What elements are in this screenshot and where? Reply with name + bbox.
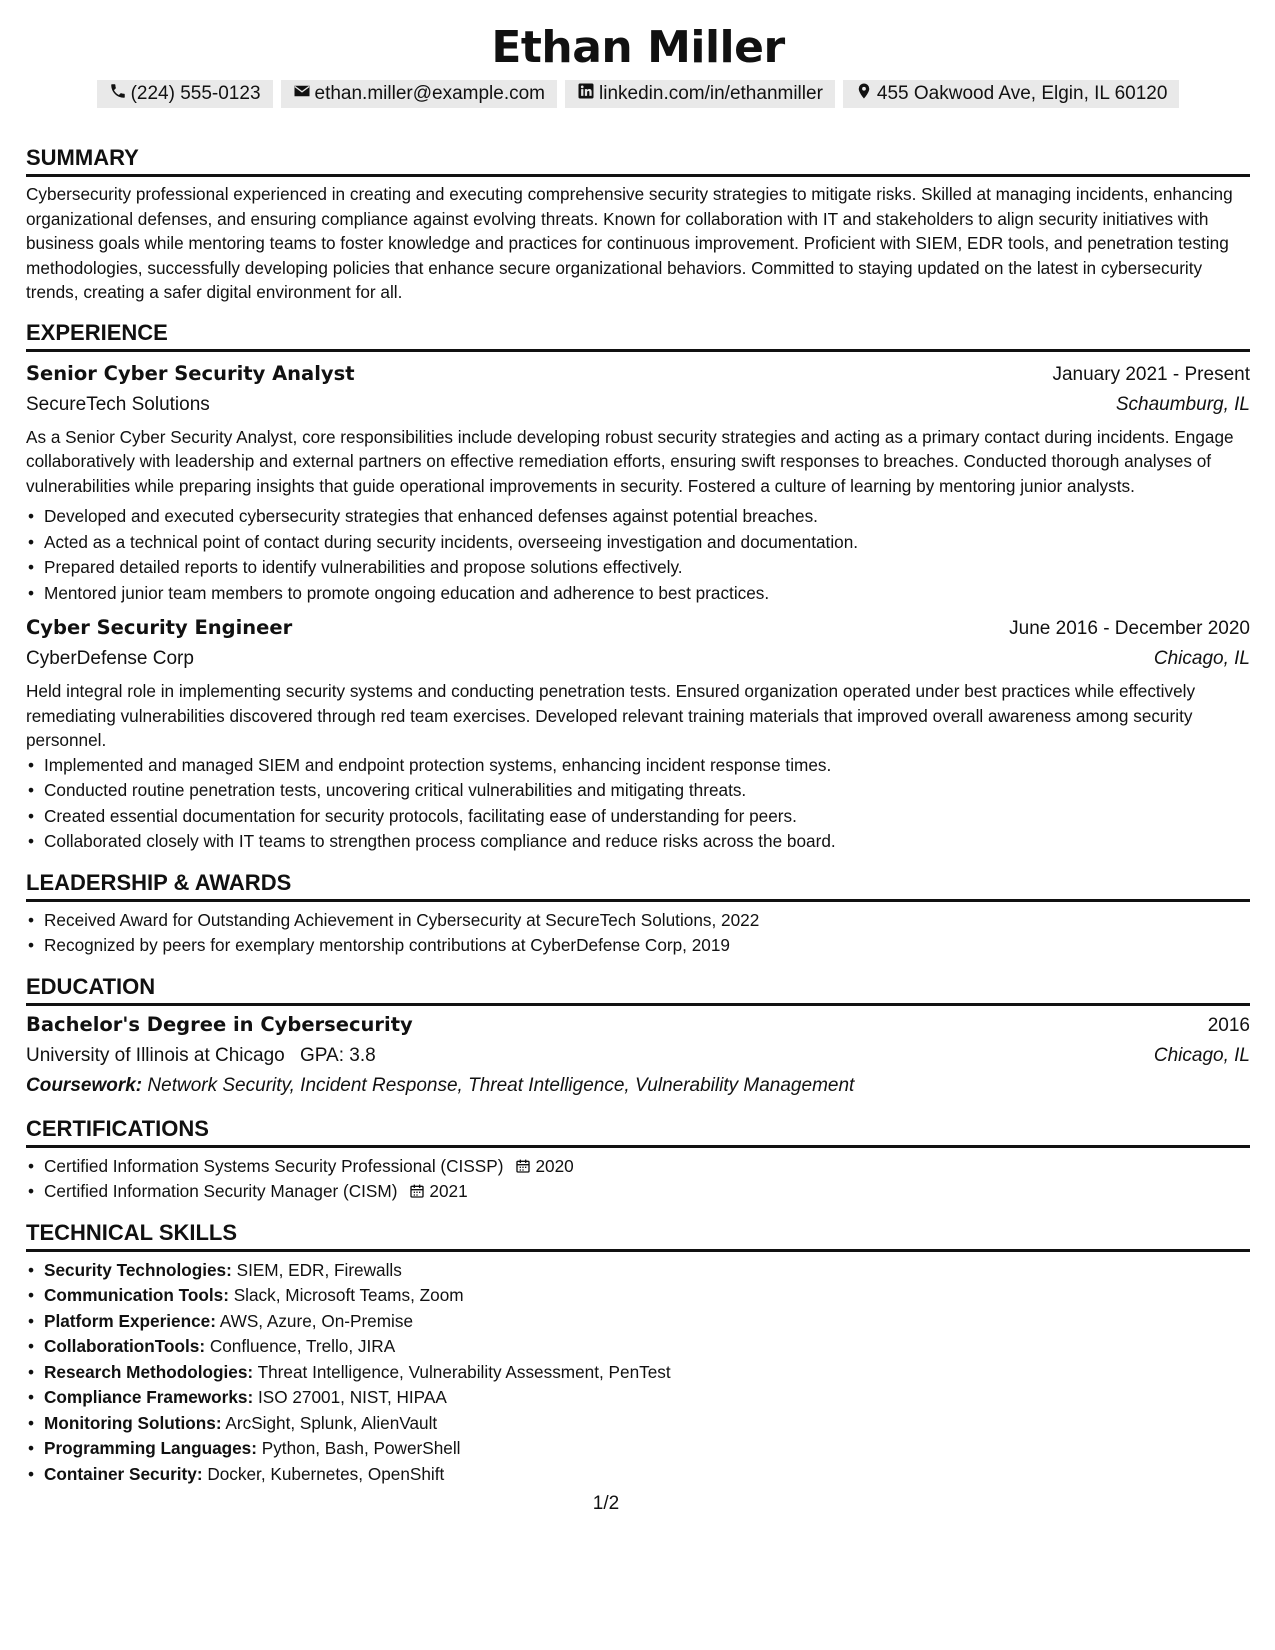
list-item xyxy=(26,1179,1250,1205)
certification-year: 2021 xyxy=(429,1181,468,1201)
calendar-icon xyxy=(397,1181,429,1201)
certifications-list xyxy=(26,1154,1250,1205)
list-item xyxy=(26,1436,1250,1462)
skill-label: Research Methodologies: xyxy=(44,1361,254,1382)
list-item xyxy=(26,1411,1250,1437)
job-description: Held integral role in implementing security systems and conducting penetration tests. Ensured organization operated under best practices while effectively remediating vulnerabilities discovered through red team exercises. Developed relevant training materials that improved overall awareness among security personnel. xyxy=(26,681,1196,750)
certification-name: Certified Information Systems Security Professional (CISSP) xyxy=(44,1155,504,1176)
list-item xyxy=(26,1360,1250,1386)
calendar-icon xyxy=(503,1156,535,1176)
list-item: • Recognized by peers for exemplary mentorship contributions at CyberDefense Corp, 2019 xyxy=(26,933,1250,959)
experience-section xyxy=(26,319,1250,855)
list-item xyxy=(26,1334,1250,1360)
section-heading: EDUCATION xyxy=(26,973,1250,1006)
education-section xyxy=(26,973,1250,1101)
skills-section xyxy=(26,1219,1250,1488)
coursework-list: Network Security, Incident Response, Threat Intelligence, Vulnerability Management xyxy=(147,1074,855,1096)
job-dates: January 2021 - Present xyxy=(1052,363,1250,385)
list-item xyxy=(26,1258,1250,1284)
list-item xyxy=(26,1309,1250,1335)
job-entry xyxy=(26,613,1250,855)
phone-icon xyxy=(109,82,127,106)
contact-bar xyxy=(26,80,1250,108)
skill-label: CollaborationTools: xyxy=(44,1336,206,1356)
list-item: • Developed and executed cybersecurity strategies that enhanced defenses against potential breaches. xyxy=(26,504,1250,530)
section-heading: CERTIFICATIONS xyxy=(26,1115,1250,1148)
school-name: University of Illinois at Chicago xyxy=(26,1044,285,1066)
section-heading: SUMMARY xyxy=(26,144,1250,177)
resume-page xyxy=(26,22,1250,1487)
contact-phone[interactable] xyxy=(97,80,273,108)
graduation-year: 2016 xyxy=(1207,1014,1250,1036)
leadership-section xyxy=(26,869,1250,959)
list-item xyxy=(26,1385,1250,1411)
job-company: CyberDefense Corp xyxy=(26,648,194,669)
map-pin-icon xyxy=(855,82,873,106)
contact-email[interactable] xyxy=(281,80,558,108)
list-item: • Conducted routine penetration tests, uncovering critical vulnerabilities and mitigating threats. xyxy=(26,778,1250,804)
email-text: ethan.miller@example.com xyxy=(314,83,546,104)
list-item: • Acted as a technical point of contact during security incidents, overseeing investigation and documentation. xyxy=(26,530,1250,556)
skill-label: Compliance Frameworks: xyxy=(44,1387,254,1407)
list-item: • Prepared detailed reports to identify vulnerabilities and propose solutions effectively. xyxy=(26,555,1250,581)
skill-label: Container Security: xyxy=(44,1463,203,1484)
skill-value: Python, Bash, PowerShell xyxy=(261,1438,461,1458)
certification-year: 2020 xyxy=(535,1155,574,1176)
address-text: 455 Oakwood Ave, Elgin, IL 60120 xyxy=(876,83,1168,104)
skill-value: Threat Intelligence, Vulnerability Assessment, PenTest xyxy=(257,1361,671,1382)
degree-title: Bachelor's Degree in Cybersecurity xyxy=(26,1012,413,1036)
job-title: Senior Cyber Security Analyst xyxy=(26,361,355,385)
job-company: SecureTech Solutions xyxy=(26,393,210,415)
list-item xyxy=(26,1462,1250,1488)
summary-text: Cybersecurity professional experienced in creating and executing comprehensive security strategies to mitigate risks. Skilled at managing incidents, enhancing organizational defenses, and ensuring compliance against evolving threats. Known for collaboration with IT and stakeholders to align security initiatives with business goals while mentoring teams to foster knowledge and practices for continuous improvement. Proficient with SIEM, EDR tools, and penetration testing methodologies, successfully developing policies that enhance secure organizational behaviors. Committed to staying updated on the latest in cybersecurity trends, creating a safer digital environment for all. xyxy=(26,184,1233,302)
job-location: Chicago, IL xyxy=(1153,648,1250,669)
job-location: Schaumburg, IL xyxy=(1115,393,1250,415)
skill-value: ArcSight, Splunk, AlienVault xyxy=(225,1412,438,1433)
skill-label: Security Technologies: xyxy=(44,1259,232,1280)
list-item: • Implemented and managed SIEM and endpoint protection systems, enhancing incident response times. xyxy=(26,753,1250,779)
list-item: • Mentored junior team members to promote ongoing education and adherence to best practices. xyxy=(26,581,1250,607)
page-number: 1/2 xyxy=(592,1493,620,1514)
skill-label: Programming Languages: xyxy=(44,1438,257,1458)
list-item xyxy=(26,1283,1250,1309)
list-item: • Received Award for Outstanding Achievement in Cybersecurity at SecureTech Solutions, 2022 xyxy=(26,908,1250,934)
list-item: • Collaborated closely with IT teams to strengthen process compliance and reduce risks across the board. xyxy=(26,829,1250,855)
job-bullets xyxy=(26,753,1250,855)
skill-label: Monitoring Solutions: xyxy=(44,1412,222,1433)
skill-label: Platform Experience: xyxy=(44,1310,216,1331)
envelope-icon xyxy=(293,82,311,106)
list-item xyxy=(26,1154,1250,1180)
skill-value: Slack, Microsoft Teams, Zoom xyxy=(233,1285,464,1305)
skill-value: Confluence, Trello, JIRA xyxy=(209,1336,396,1356)
certification-name: Certified Information Security Manager (CISM) xyxy=(44,1181,398,1201)
candidate-name: Ethan Miller xyxy=(491,22,785,73)
skill-value: ISO 27001, NIST, HIPAA xyxy=(257,1387,447,1407)
skill-label: Communication Tools: xyxy=(44,1285,229,1305)
linkedin-text: linkedin.com/in/ethanmiller xyxy=(599,83,823,104)
skill-value: AWS, Azure, On-Premise xyxy=(219,1310,414,1331)
list-item: • Created essential documentation for security protocols, facilitating ease of understanding for peers. xyxy=(26,804,1250,830)
contact-linkedin[interactable] xyxy=(565,80,835,108)
skill-value: SIEM, EDR, Firewalls xyxy=(236,1259,402,1280)
skills-list xyxy=(26,1258,1250,1488)
job-bullets xyxy=(26,504,1250,606)
certifications-section xyxy=(26,1115,1250,1205)
coursework xyxy=(26,1071,1250,1101)
contact-address xyxy=(843,80,1180,108)
job-description: As a Senior Cyber Security Analyst, core responsibilities include developing robust security strategies and acting as a primary contact during incidents. Engage collaboratively with leadership and external partners on effective remediation efforts, ensuring swift responses to breaches. Conducted thorough analyses of vulnerabilities while preparing insights that guide operational improvements in security. Fostered a culture of learning by mentoring junior analysts. xyxy=(26,426,1234,496)
coursework-label: Coursework: xyxy=(26,1074,143,1096)
awards-list xyxy=(26,908,1250,959)
section-heading: EXPERIENCE xyxy=(26,319,1250,352)
job-dates: June 2016 - December 2020 xyxy=(1009,618,1250,639)
job-title: Cyber Security Engineer xyxy=(26,616,293,639)
school-location: Chicago, IL xyxy=(1153,1044,1250,1066)
section-heading: LEADERSHIP & AWARDS xyxy=(26,869,1250,902)
phone-text: (224) 555-0123 xyxy=(130,83,261,104)
summary-section xyxy=(26,144,1250,305)
section-heading: TECHNICAL SKILLS xyxy=(26,1219,1250,1252)
gpa: GPA: 3.8 xyxy=(300,1044,376,1066)
linkedin-icon xyxy=(577,82,595,106)
skill-value: Docker, Kubernetes, OpenShift xyxy=(207,1463,445,1484)
job-entry xyxy=(26,359,1250,607)
